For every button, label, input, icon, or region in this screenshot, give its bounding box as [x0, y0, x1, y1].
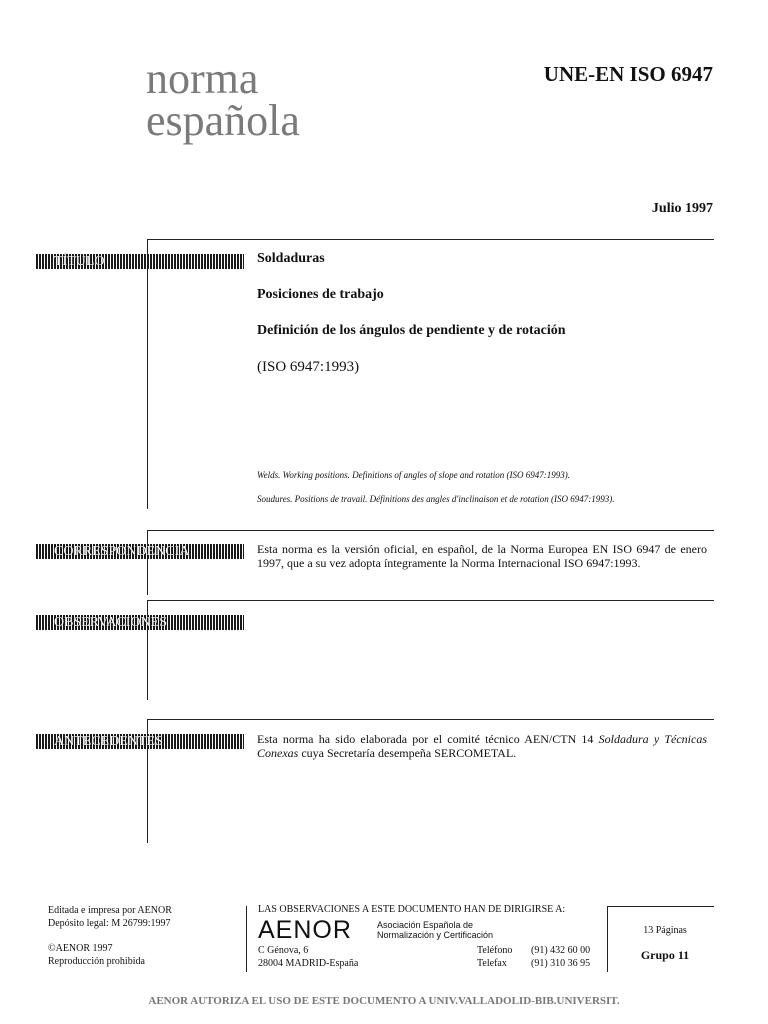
contact-labels [477, 944, 512, 970]
brand-title [146, 54, 300, 145]
title-line-2: Posiciones de trabajo [257, 287, 384, 302]
french-title: Soudures. Positions de travail. Définitions des angles d'inclinaison et de rotation (ISO 6947:1993). [257, 494, 615, 504]
contact-values [531, 944, 590, 970]
footer-divider [246, 906, 247, 972]
section-vertical-rule [147, 530, 148, 595]
section-label-antecedentes: ANTECEDENTES [36, 734, 244, 749]
fax-value: (91) 310 36 95 [531, 958, 591, 969]
aenor-logo: AENOR [258, 916, 352, 944]
observations-address-note: LAS OBSERVACIONES A ESTE DOCUMENTO HAN DE DIRIGIRSE A: [258, 904, 566, 915]
title-line-3: Definición de los ángulos de pendiente y de rotación [257, 323, 566, 338]
correspondencia-text: Esta norma es la versión oficial, en español, de la Norma Europea EN ISO 6947 de enero 1997, que a su vez adopta íntegramente la Norma Internacional ISO 6947:1993. [257, 542, 707, 570]
iso-reference: (ISO 6947:1993) [257, 359, 360, 375]
assoc-line-2: Normalización y Certificación [377, 930, 494, 940]
section-vertical-rule [147, 239, 148, 509]
brand-line-1: norma [146, 54, 259, 103]
antecedentes-text-part2: cuya Secretaría desempeña SERCOMETAL. [298, 746, 517, 760]
assoc-line-1: Asociación Española de [377, 920, 474, 930]
section-label-observaciones: OBSERVACIONES [36, 615, 244, 630]
phone-label: Teléfono [477, 945, 513, 956]
antecedentes-text-part1: Esta norma ha sido elaborada por el comité técnico AEN/CTN 14 [257, 732, 599, 746]
title-line-1: Soldaduras [257, 251, 325, 266]
committee-name: Soldadura y Técnicas Conexas [257, 732, 707, 760]
english-title: Welds. Working positions. Definitions of angles of slope and rotation (ISO 6947:1993). [257, 470, 570, 480]
aenor-association-name [377, 920, 493, 940]
page-count: 13 Páginas [643, 925, 687, 936]
footer-reproduction: Reproducción prohibida [48, 956, 145, 967]
brand-line-2: española [146, 96, 300, 145]
section-divider [147, 239, 714, 240]
address-city: 28004 MADRID-España [258, 958, 359, 969]
section-divider [147, 719, 714, 720]
phone-value: (91) 432 60 00 [531, 945, 591, 956]
footer-box-top [607, 906, 714, 907]
antecedentes-text [257, 732, 707, 760]
standard-code: UNE-EN ISO 6947 [543, 62, 713, 86]
address-street: C Génova, 6 [258, 945, 309, 956]
aenor-address [258, 944, 358, 970]
footer-edited-by: Editada e impresa por AENOR [48, 905, 172, 916]
footer-publisher [48, 904, 172, 968]
section-label-titulo: TÍTULO [36, 254, 244, 269]
footer-legal-deposit: Depósito legal: M 26799:1997 [48, 918, 171, 929]
section-divider [147, 600, 714, 601]
section-divider [147, 530, 714, 531]
section-label-correspondencia: CORRESPONDENCIA [36, 544, 244, 559]
price-group: Grupo 11 [640, 948, 690, 962]
authorization-note: AENOR AUTORIZA EL USO DE ESTE DOCUMENTO A UNIV.VALLADOLID-BIB.UNIVERSIT. [148, 995, 620, 1007]
fax-label: Telefax [477, 958, 507, 969]
publication-date: Julio 1997 [651, 201, 713, 216]
footer-copyright: ©AENOR 1997 [48, 943, 113, 954]
